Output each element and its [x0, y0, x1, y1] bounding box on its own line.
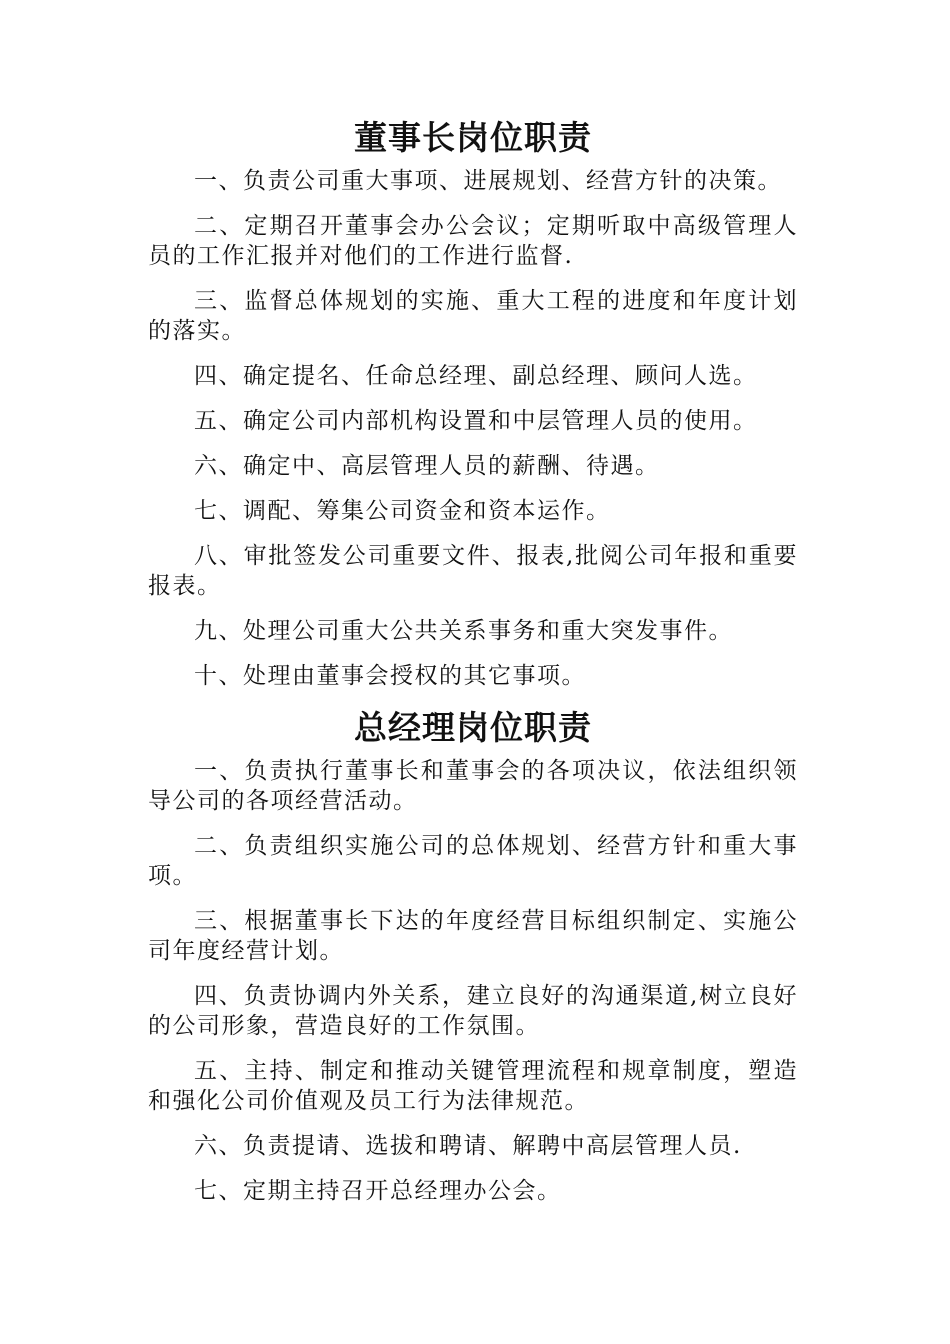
- section-general-manager: [148, 700, 798, 1206]
- duty-item: 八、审批签发公司重要文件、报表,批阅公司年报和重要报表。: [148, 543, 798, 599]
- duty-item: 六、负责提请、选拔和聘请、解聘中高层管理人员.: [194, 1133, 742, 1159]
- duty-item: 五、主持、制定和推动关键管理流程和规章制度，塑造和强化公司价值观及员工行为法律规范。: [148, 1058, 798, 1114]
- duty-item: 四、负责协调内外关系，建立良好的沟通渠道,树立良好的公司形象，营造良好的工作氛围。: [148, 983, 798, 1039]
- duty-item: 四、确定提名、任命总经理、副总经理、顾问人选。: [194, 363, 758, 389]
- duty-item: 三、根据董事长下达的年度经营目标组织制定、实施公司年度经营计划。: [148, 908, 798, 964]
- duty-item: 九、处理公司重大公共关系事务和重大突发事件。: [194, 618, 733, 644]
- duty-item: 二、定期召开董事会办公会议；定期听取中高级管理人员的工作汇报并对他们的工作进行监督.: [148, 213, 798, 269]
- duty-item: 十、处理由董事会授权的其它事项。: [194, 663, 586, 689]
- duty-item: 五、确定公司内部机构设置和中层管理人员的使用。: [194, 408, 758, 434]
- duty-item: 二、负责组织实施公司的总体规划、经营方针和重大事项。: [148, 833, 798, 889]
- section-title: 总经理岗位职责: [354, 708, 592, 747]
- duty-item: 一、负责公司重大事项、进展规划、经营方针的决策。: [194, 168, 782, 194]
- duty-item: 一、负责执行董事长和董事会的各项决议，依法组织领导公司的各项经营活动。: [148, 758, 798, 814]
- duty-item: 七、定期主持召开总经理办公会。: [194, 1178, 562, 1204]
- duty-item: 七、调配、筹集公司资金和资本运作。: [194, 498, 611, 524]
- duty-item: 三、监督总体规划的实施、重大工程的进度和年度计划的落实。: [148, 288, 798, 344]
- section-chairman: [148, 110, 798, 691]
- document-page: [148, 110, 798, 1221]
- section-title: 董事长岗位职责: [354, 118, 592, 157]
- duty-item: 六、确定中、高层管理人员的薪酬、待遇。: [194, 453, 660, 479]
